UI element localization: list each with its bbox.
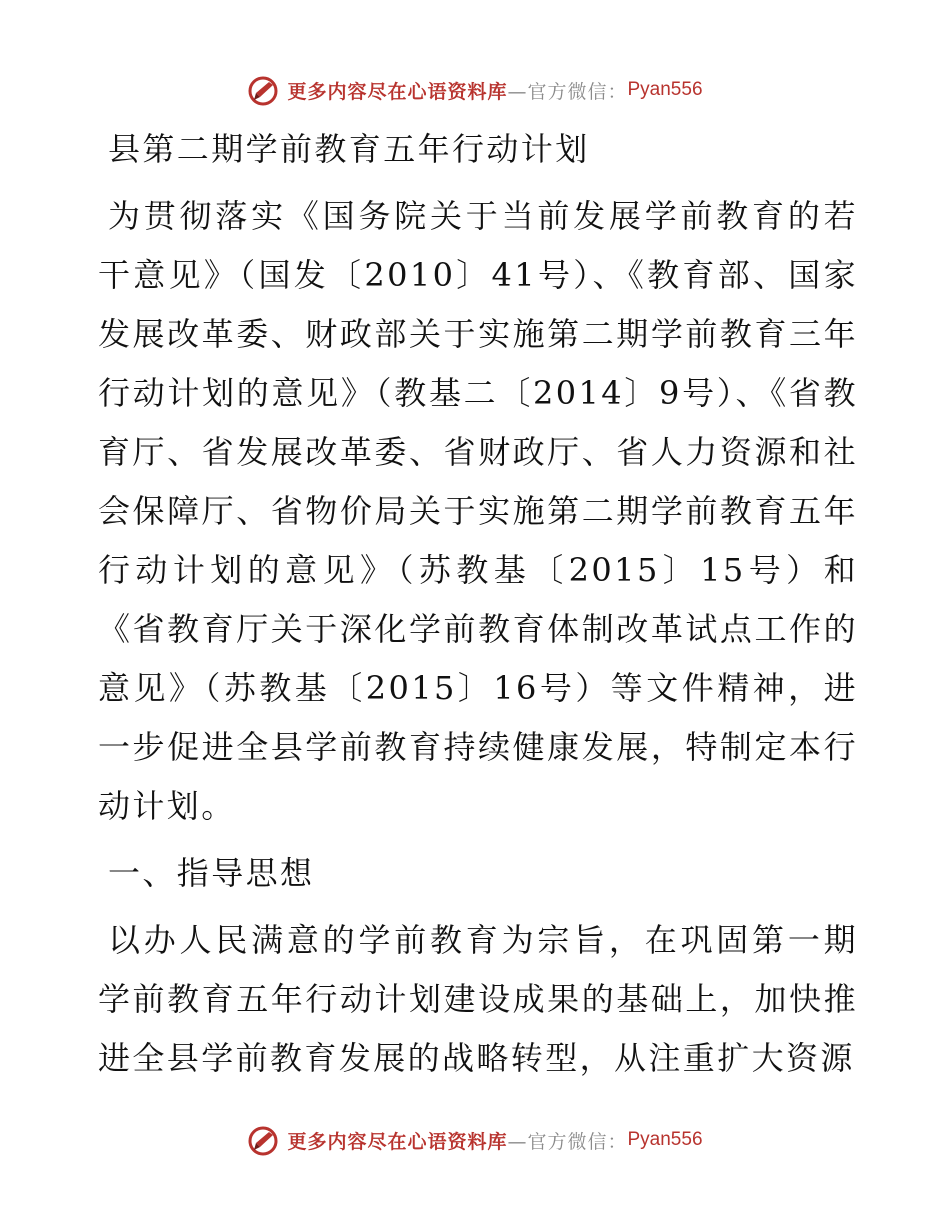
watermark-red-text: 更多内容尽在心语资料库 xyxy=(287,1130,508,1153)
document-title: 县第二期学前教育五年行动计划 xyxy=(108,130,590,168)
watermark-wechat-id: Pyan556 xyxy=(627,1129,703,1150)
section-heading-guiding-ideology: 一、指导思想 xyxy=(108,854,315,892)
watermark-gray-text: —官方微信： xyxy=(507,1130,628,1153)
watermark-wechat-id: Pyan556 xyxy=(627,79,703,100)
watermark-header xyxy=(0,70,950,110)
pen-logo-icon xyxy=(247,1123,281,1157)
document-body xyxy=(98,120,858,1088)
paragraph-intro: 为贯彻落实《国务院关于当前发展学前教育的若干意见》（国发〔2010〕41号）、《教育部、国家发展改革委、财政部关于实施第二期学前教育三年行动计划的意见》（教基二〔2014〕9号）、《省教育厅、省发展改革委、省财政厅、省人力资源和社会保障厅、省物价局关于实施第二期学前教育五年行动计划的意见》（苏教基〔2015〕15号）和《省教育厅关于深化学前教育体制改革试点工作的意见》（苏教基〔2015〕16号）等文件精神，进一步促进全县学前教育持续健康发展，特制定本行动计划。 xyxy=(98,197,858,825)
paragraph-guiding-ideology: 以办人民满意的学前教育为宗旨，在巩固第一期学前教育五年行动计划建设成果的基础上，加快推进全县学前教育发展的战略转型，从注重扩大资源 xyxy=(98,921,858,1077)
watermark-red-text: 更多内容尽在心语资料库 xyxy=(287,80,508,103)
pen-logo-icon xyxy=(247,73,281,107)
watermark-footer xyxy=(0,1120,950,1160)
watermark-gray-text: —官方微信： xyxy=(507,80,628,103)
